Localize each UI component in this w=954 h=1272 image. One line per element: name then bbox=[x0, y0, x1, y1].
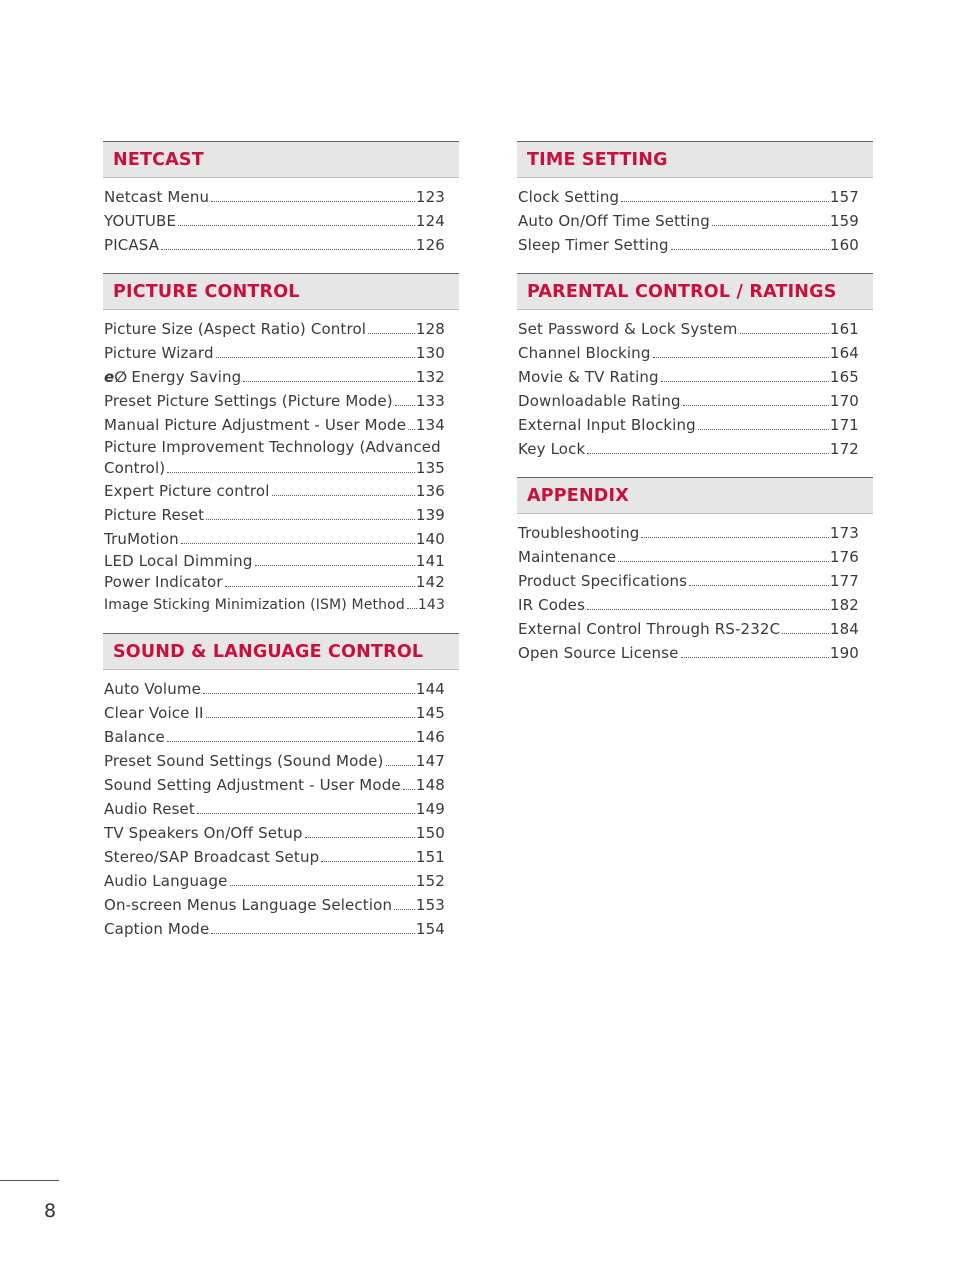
toc-entry-label bbox=[104, 773, 401, 797]
toc-entry-page: 143 bbox=[417, 597, 445, 613]
toc-entry-label bbox=[518, 389, 681, 413]
section-title: NETCAST bbox=[113, 149, 204, 170]
toc-entry-label bbox=[518, 617, 780, 641]
section-title: TIME SETTING bbox=[527, 149, 668, 170]
toc-entry[interactable] bbox=[518, 617, 859, 641]
toc-entry-page: 151 bbox=[415, 848, 445, 866]
toc-entry-title: Open Source License bbox=[518, 644, 679, 662]
toc-entry-label bbox=[104, 233, 159, 257]
toc-entry-label bbox=[104, 572, 223, 593]
toc-entry[interactable] bbox=[518, 233, 859, 257]
toc-entry-title: Clear Voice II bbox=[104, 704, 204, 722]
toc-entry-page: 145 bbox=[415, 704, 445, 722]
toc-entry[interactable] bbox=[104, 749, 445, 773]
toc-entry-label bbox=[104, 365, 241, 389]
toc-entry-title: Balance bbox=[104, 728, 165, 746]
toc-entry-label bbox=[104, 869, 228, 893]
toc-entry-label bbox=[104, 413, 406, 437]
toc-entry-page: 149 bbox=[415, 800, 445, 818]
toc-entry-label bbox=[104, 389, 393, 413]
toc-entry-page: 128 bbox=[415, 320, 445, 338]
toc-entry-title: TruMotion bbox=[104, 530, 179, 548]
toc-entry[interactable] bbox=[518, 317, 859, 341]
toc-entry-title: Channel Blocking bbox=[518, 344, 651, 362]
toc-entry-title: Movie & TV Rating bbox=[518, 368, 659, 386]
toc-entry-title: Picture Reset bbox=[104, 506, 205, 524]
toc-entry[interactable] bbox=[104, 572, 445, 593]
toc-entry-page: 164 bbox=[829, 344, 859, 362]
toc-entry-page: 130 bbox=[415, 344, 445, 362]
section-header bbox=[517, 141, 873, 178]
dot-leader bbox=[587, 453, 829, 454]
toc-entry-title: Set Password & Lock System bbox=[518, 320, 738, 338]
toc-entry-title: Preset Sound Settings (Sound Mode) bbox=[104, 752, 384, 770]
toc-entry[interactable] bbox=[104, 725, 445, 749]
toc-entry-page: 152 bbox=[415, 872, 445, 890]
toc-entry-page: 176 bbox=[829, 548, 859, 566]
dot-leader bbox=[167, 741, 415, 742]
dot-leader bbox=[740, 333, 829, 334]
toc-entry-label bbox=[104, 893, 392, 917]
dot-leader bbox=[167, 472, 415, 473]
toc-entry[interactable] bbox=[104, 503, 445, 527]
toc-entry-page: 146 bbox=[415, 728, 445, 746]
toc-entry-page: 182 bbox=[829, 596, 859, 614]
dot-leader bbox=[305, 837, 415, 838]
page-number-rule bbox=[0, 1180, 59, 1181]
toc-entry-title: Stereo/SAP Broadcast Setup bbox=[104, 848, 320, 866]
toc-entry-title: Clock Setting bbox=[518, 188, 620, 206]
toc-entry-page: 172 bbox=[829, 440, 859, 458]
dot-leader bbox=[243, 381, 415, 382]
toc-entry-title: Picture Improvement Technology (Advanced bbox=[104, 438, 441, 456]
toc-entry-list bbox=[517, 514, 873, 681]
toc-entry-page: 157 bbox=[829, 188, 859, 206]
toc-entry[interactable] bbox=[104, 869, 445, 893]
toc-entry[interactable] bbox=[104, 845, 445, 869]
toc-entry[interactable] bbox=[104, 917, 445, 941]
dot-leader bbox=[712, 225, 829, 226]
toc-entry-page: 153 bbox=[415, 896, 445, 914]
dot-leader bbox=[641, 537, 829, 538]
toc-entry-label bbox=[518, 233, 669, 257]
dot-leader bbox=[407, 608, 417, 609]
toc-entry-page: 170 bbox=[829, 392, 859, 410]
toc-entry-title: Expert Picture control bbox=[104, 482, 270, 500]
toc-entry-title: YOUTUBE bbox=[104, 212, 177, 230]
toc-entry-page: 165 bbox=[829, 368, 859, 386]
toc-entry[interactable] bbox=[518, 437, 859, 461]
toc-entry-page: 132 bbox=[415, 368, 445, 386]
toc-entry[interactable] bbox=[518, 209, 859, 233]
dot-leader bbox=[681, 657, 829, 658]
toc-entry-label bbox=[104, 725, 165, 749]
toc-entry-label bbox=[104, 185, 209, 209]
toc-entry-title: Downloadable Rating bbox=[518, 392, 681, 410]
dot-leader bbox=[621, 201, 829, 202]
toc-entry-title: External Control Through RS-232C bbox=[518, 620, 781, 638]
toc-section-time-setting bbox=[517, 141, 873, 273]
toc-entry-label bbox=[104, 593, 405, 617]
toc-entry-label bbox=[518, 521, 639, 545]
toc-entry-label bbox=[104, 317, 366, 341]
toc-entry-label bbox=[518, 437, 585, 461]
toc-entry[interactable] bbox=[104, 773, 445, 797]
toc-entry-page: 124 bbox=[415, 212, 445, 230]
toc-entry-page: 133 bbox=[415, 392, 445, 410]
toc-entry-page: 161 bbox=[829, 320, 859, 338]
dot-leader bbox=[408, 429, 415, 430]
toc-entry-label bbox=[104, 797, 195, 821]
toc-entry-title: Auto On/Off Time Setting bbox=[518, 212, 710, 230]
toc-entry[interactable] bbox=[518, 413, 859, 437]
toc-entry[interactable] bbox=[104, 821, 445, 845]
dot-leader bbox=[394, 909, 415, 910]
dot-leader bbox=[671, 249, 829, 250]
toc-entry[interactable] bbox=[104, 185, 445, 209]
toc-entry-title: LED Local Dimming bbox=[104, 552, 253, 570]
toc-entry-label bbox=[104, 749, 384, 773]
toc-entry-title: Manual Picture Adjustment - User Mode bbox=[104, 416, 407, 434]
toc-section-parental-control-ratings bbox=[517, 273, 873, 477]
toc-entry[interactable] bbox=[518, 641, 859, 665]
toc-entry-title-continued: Control) bbox=[104, 459, 166, 477]
toc-entry-page: 126 bbox=[415, 236, 445, 254]
toc-entry-title: On-screen Menus Language Selection bbox=[104, 896, 393, 914]
dot-leader bbox=[197, 813, 415, 814]
toc-entry[interactable] bbox=[518, 569, 859, 593]
toc-entry-label bbox=[104, 917, 209, 941]
dot-leader bbox=[683, 405, 829, 406]
toc-entry-page: 139 bbox=[415, 506, 445, 524]
section-title: PARENTAL CONTROL / RATINGS bbox=[527, 281, 837, 302]
toc-entry[interactable] bbox=[104, 701, 445, 725]
toc-entry-page: 141 bbox=[415, 552, 445, 570]
toc-entry-page: 134 bbox=[415, 416, 445, 434]
toc-entry-label bbox=[104, 527, 179, 551]
toc-entry[interactable] bbox=[104, 233, 445, 257]
toc-entry-label bbox=[104, 551, 253, 572]
toc-entry-label bbox=[104, 677, 201, 701]
toc-entry-title: Auto Volume bbox=[104, 680, 202, 698]
toc-entry-list bbox=[517, 310, 873, 477]
toc-entry-title: Maintenance bbox=[518, 548, 617, 566]
toc-entry-label bbox=[104, 479, 270, 503]
toc-entry-label bbox=[104, 845, 319, 869]
toc-entry-title: Caption Mode bbox=[104, 920, 210, 938]
toc-entry-label bbox=[104, 503, 204, 527]
toc-entry[interactable] bbox=[518, 341, 859, 365]
toc-entry-title: Audio Reset bbox=[104, 800, 195, 818]
toc-entry-page: 171 bbox=[829, 416, 859, 434]
section-header bbox=[103, 273, 459, 310]
toc-entry-list bbox=[103, 310, 459, 633]
dot-leader bbox=[203, 693, 415, 694]
dot-leader bbox=[272, 495, 415, 496]
page-number: 8 bbox=[44, 1200, 57, 1222]
dot-leader bbox=[782, 633, 829, 634]
toc-entry[interactable] bbox=[104, 551, 445, 572]
toc-entry[interactable] bbox=[104, 317, 445, 341]
section-header bbox=[103, 633, 459, 670]
toc-entry-list bbox=[103, 670, 459, 957]
toc-section-appendix bbox=[517, 477, 873, 681]
toc-entry-page: 144 bbox=[415, 680, 445, 698]
toc-entry-label bbox=[518, 545, 616, 569]
toc-entry-title: Sleep Timer Setting bbox=[518, 236, 669, 254]
toc-entry-page: 136 bbox=[415, 482, 445, 500]
toc-entry-label bbox=[104, 341, 214, 365]
dot-leader bbox=[230, 885, 415, 886]
toc-entry[interactable] bbox=[518, 593, 859, 617]
dot-leader bbox=[661, 381, 829, 382]
toc-entry-label bbox=[518, 641, 679, 665]
dot-leader bbox=[395, 405, 415, 406]
section-header bbox=[103, 141, 459, 178]
toc-entry-page: 123 bbox=[415, 188, 445, 206]
dot-leader bbox=[653, 357, 829, 358]
toc-section-picture-control bbox=[103, 273, 459, 633]
dot-leader bbox=[161, 249, 415, 250]
toc-entry-label bbox=[518, 365, 659, 389]
toc-entry-page: 160 bbox=[829, 236, 859, 254]
toc-entry-title: PICASA bbox=[104, 236, 160, 254]
toc-entry-label bbox=[104, 701, 204, 725]
toc-entry[interactable] bbox=[518, 521, 859, 545]
toc-entry-list bbox=[103, 178, 459, 273]
toc-entry-title: Image Sticking Minimization (ISM) Method bbox=[104, 597, 405, 613]
toc-entry-title: Picture Size (Aspect Ratio) Control bbox=[104, 320, 367, 338]
toc-entry[interactable] bbox=[104, 413, 445, 437]
toc-entry[interactable] bbox=[104, 593, 445, 617]
toc-entry-label bbox=[104, 821, 303, 845]
toc-entry[interactable] bbox=[104, 797, 445, 821]
dot-leader bbox=[211, 933, 415, 934]
toc-entry[interactable] bbox=[104, 479, 445, 503]
dot-leader bbox=[255, 565, 415, 566]
section-header bbox=[517, 273, 873, 310]
toc-entry-page: 150 bbox=[415, 824, 445, 842]
toc-entry-page: 190 bbox=[829, 644, 859, 662]
toc-section-netcast bbox=[103, 141, 459, 273]
section-header bbox=[517, 477, 873, 514]
toc-entry-label bbox=[104, 209, 176, 233]
toc-section-sound-language-control bbox=[103, 633, 459, 957]
toc-entry-title: Troubleshooting bbox=[518, 524, 640, 542]
toc-entry[interactable] bbox=[518, 185, 859, 209]
dot-leader bbox=[618, 561, 829, 562]
toc-entry-line bbox=[104, 458, 445, 479]
toc-entry-label bbox=[518, 341, 651, 365]
dot-leader bbox=[206, 717, 415, 718]
toc-entry[interactable] bbox=[104, 527, 445, 551]
toc-entry[interactable] bbox=[104, 437, 445, 479]
toc-entry-title: TV Speakers On/Off Setup bbox=[104, 824, 303, 842]
dot-leader bbox=[225, 586, 415, 587]
toc-entry-title: Picture Wizard bbox=[104, 344, 214, 362]
toc-entry-title: Key Lock bbox=[518, 440, 586, 458]
toc-entry-title: Product Specifications bbox=[518, 572, 688, 590]
toc-entry-title: Sound Setting Adjustment - User Mode bbox=[104, 776, 401, 794]
toc-entry-title: External Input Blocking bbox=[518, 416, 696, 434]
toc-entry[interactable] bbox=[104, 677, 445, 701]
toc-entry-page: 147 bbox=[415, 752, 445, 770]
toc-entry-label bbox=[518, 209, 710, 233]
toc-entry-page: 173 bbox=[829, 524, 859, 542]
dot-leader bbox=[206, 519, 415, 520]
toc-entry-title: Power Indicator bbox=[104, 573, 223, 591]
section-title: SOUND & LANGUAGE CONTROL bbox=[113, 641, 424, 662]
toc-entry-label bbox=[518, 593, 585, 617]
toc-entry[interactable] bbox=[104, 365, 445, 389]
section-title: APPENDIX bbox=[527, 485, 629, 506]
dot-leader bbox=[211, 201, 415, 202]
dot-leader bbox=[698, 429, 829, 430]
toc-entry-page: 135 bbox=[415, 459, 445, 477]
toc-entry-title: Energy Saving bbox=[131, 368, 242, 386]
toc-entry-label bbox=[518, 569, 687, 593]
toc-entry-page: 159 bbox=[829, 212, 859, 230]
toc-entry-title: Preset Picture Settings (Picture Mode) bbox=[104, 392, 393, 410]
dot-leader bbox=[181, 543, 415, 544]
toc-entry-label bbox=[518, 317, 738, 341]
toc-entry-label bbox=[518, 413, 696, 437]
toc-entry-page: 148 bbox=[415, 776, 445, 794]
toc-entry[interactable] bbox=[104, 209, 445, 233]
toc-entry-page: 177 bbox=[829, 572, 859, 590]
toc-column-right bbox=[517, 141, 873, 681]
toc-entry[interactable] bbox=[104, 341, 445, 365]
dot-leader bbox=[689, 585, 829, 586]
dot-leader bbox=[587, 609, 829, 610]
dot-leader bbox=[321, 861, 415, 862]
toc-entry-page: 142 bbox=[415, 573, 445, 591]
toc-entry-title: IR Codes bbox=[518, 596, 586, 614]
toc-entry[interactable] bbox=[104, 893, 445, 917]
dot-leader bbox=[216, 357, 415, 358]
toc-entry[interactable] bbox=[518, 545, 859, 569]
dot-leader bbox=[386, 765, 415, 766]
toc-entry-title: Netcast Menu bbox=[104, 188, 210, 206]
toc-entry-page: 184 bbox=[829, 620, 859, 638]
toc-entry-page: 140 bbox=[415, 530, 445, 548]
toc-column-left bbox=[103, 141, 459, 957]
toc-entry-title: Audio Language bbox=[104, 872, 228, 890]
dot-leader bbox=[368, 333, 415, 334]
toc-entry[interactable] bbox=[518, 365, 859, 389]
dot-leader bbox=[403, 789, 415, 790]
toc-entry-page: 154 bbox=[415, 920, 445, 938]
toc-entry[interactable] bbox=[518, 389, 859, 413]
toc-entry[interactable] bbox=[104, 389, 445, 413]
toc-entry-list bbox=[517, 178, 873, 273]
section-title: PICTURE CONTROL bbox=[113, 281, 300, 302]
toc-entry-label bbox=[518, 185, 619, 209]
eco-icon: e∅ bbox=[104, 368, 128, 386]
dot-leader bbox=[178, 225, 415, 226]
